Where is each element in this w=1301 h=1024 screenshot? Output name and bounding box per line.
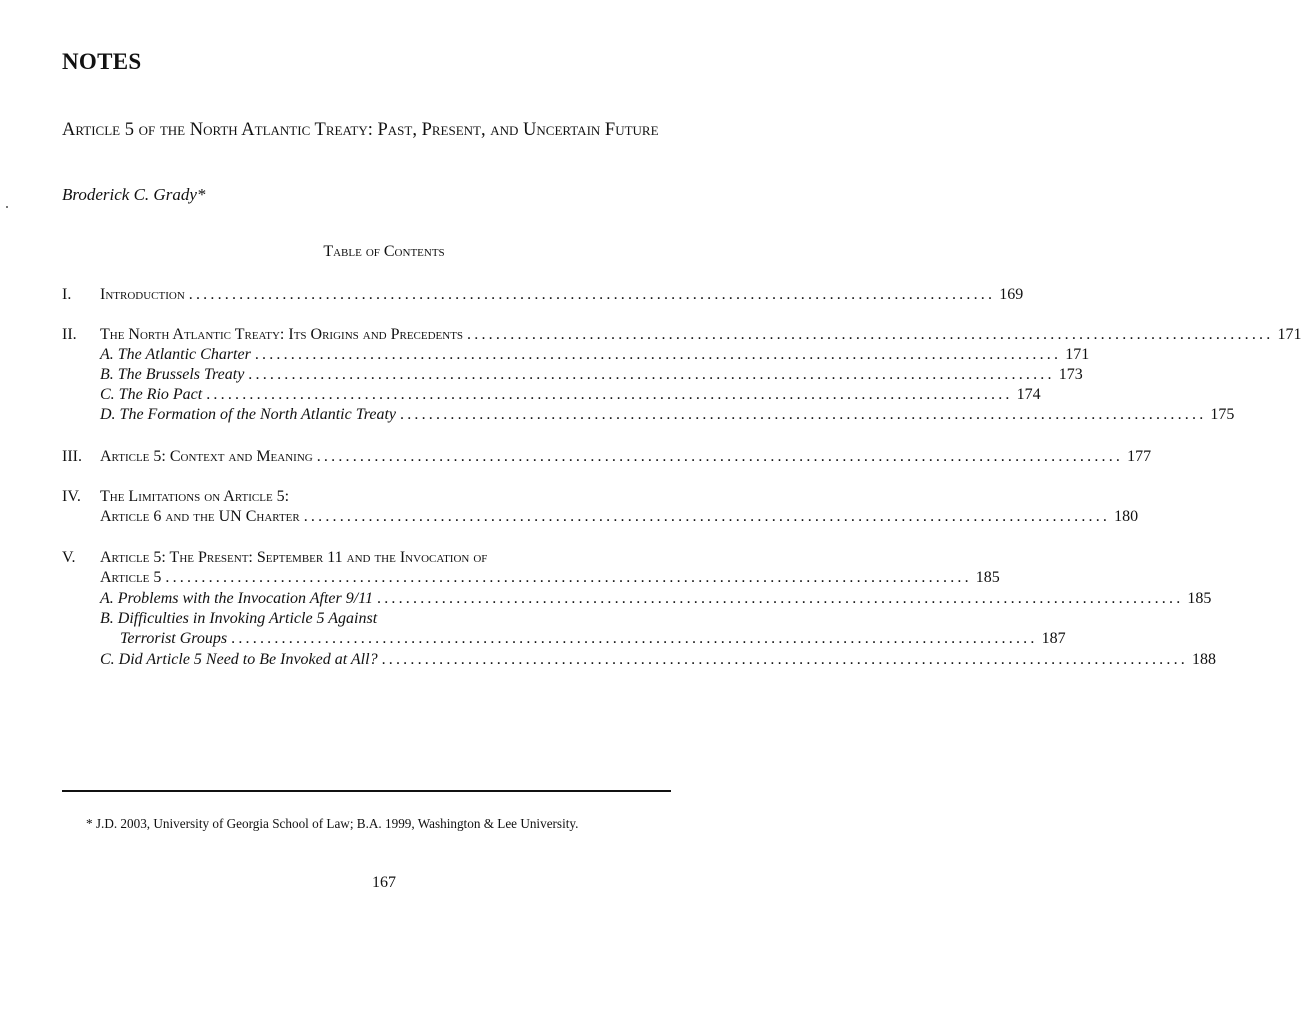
dot-leader: ................................................................................................................ <box>165 569 972 586</box>
toc-label: C. The Rio Pact <box>100 386 203 403</box>
author-footnote: * J.D. 2003, University of Georgia School of Law; B.A. 1999, Washington & Lee University. <box>86 816 579 831</box>
toc-numeral: I. <box>62 286 72 303</box>
toc-page: 180 <box>1114 508 1139 525</box>
toc-label: Article 5: The Present: September 11 and the Invocation of <box>100 549 488 566</box>
toc-page: 175 <box>1210 406 1235 423</box>
toc-label: Article 6 and the UN Charter <box>100 508 300 525</box>
toc-entry <box>62 447 1152 469</box>
toc-entry <box>62 487 671 509</box>
toc-subentry <box>62 345 1090 367</box>
dot-leader: ................................................................................................................ <box>303 508 1111 525</box>
toc-subentry <box>62 385 1041 407</box>
dot-leader: ................................................................................................................ <box>188 286 996 303</box>
toc-entry-continuation <box>62 507 1139 529</box>
toc-label: Article 5 <box>100 569 162 586</box>
toc-subentry <box>62 650 1216 672</box>
dot-leader: ................................................................................................................ <box>400 406 1207 423</box>
toc-page: 187 <box>1041 630 1066 647</box>
dot-leader: ................................................................................................................ <box>377 590 1184 607</box>
toc-entry <box>62 285 1024 307</box>
toc-numeral: II. <box>62 326 77 343</box>
toc-page: 169 <box>999 286 1024 303</box>
toc-entry-continuation <box>62 568 1000 590</box>
toc-subentry <box>62 589 1212 611</box>
dot-leader: ................................................................................................................ <box>248 366 1055 383</box>
toc-label: B. The Brussels Treaty <box>100 366 245 383</box>
toc-label: Introduction <box>100 286 185 303</box>
toc-label: Article 5: Context and Meaning <box>100 448 313 465</box>
toc-numeral: IV. <box>62 488 81 505</box>
toc-page: 171 <box>1065 346 1090 363</box>
dot-leader: ................................................................................................................ <box>316 448 1124 465</box>
article-title: Article 5 of the North Atlantic Treaty: Past, Present, and Uncertain Future <box>62 120 659 140</box>
dot-leader: ................................................................................................................ <box>467 326 1274 343</box>
dot-leader: ................................................................................................................ <box>381 651 1188 668</box>
toc-subentry-continuation <box>62 629 1066 651</box>
footnote-rule <box>62 790 671 792</box>
toc-subentry <box>62 609 671 631</box>
toc-label: Terrorist Groups <box>120 630 228 647</box>
toc-heading: Table of Contents <box>323 243 445 260</box>
scan-speck <box>6 206 8 208</box>
toc-page: 188 <box>1191 651 1216 668</box>
toc-label: The Limitations on Article 5: <box>100 488 290 505</box>
toc-label: D. The Formation of the North Atlantic Treaty <box>100 406 396 423</box>
toc-page: 171 <box>1277 326 1301 343</box>
page-number: 167 <box>372 874 396 891</box>
dot-leader: ................................................................................................................ <box>254 346 1062 363</box>
toc-label: B. Difficulties in Invoking Article 5 Against <box>100 610 378 627</box>
toc-subentry <box>62 405 1235 427</box>
toc-page: 185 <box>975 569 1000 586</box>
toc-label: A. Problems with the Invocation After 9/11 <box>100 590 373 607</box>
dot-leader: ................................................................................................................ <box>206 386 1013 403</box>
toc-numeral: III. <box>62 448 82 465</box>
toc-subentry <box>62 365 1083 387</box>
section-label: NOTES <box>62 49 142 74</box>
toc-page: 177 <box>1127 448 1152 465</box>
toc-label: The North Atlantic Treaty: Its Origins and Precedents <box>100 326 464 343</box>
toc-entry <box>62 325 1301 347</box>
toc-numeral: V. <box>62 549 76 566</box>
toc-entry <box>62 548 671 570</box>
author-name: Broderick C. Grady* <box>62 185 206 204</box>
toc-page: 173 <box>1058 366 1083 383</box>
toc-page: 185 <box>1187 590 1212 607</box>
toc-label: A. The Atlantic Charter <box>100 346 251 363</box>
toc-label: C. Did Article 5 Need to Be Invoked at All? <box>100 651 378 668</box>
toc-page: 174 <box>1016 386 1041 403</box>
dot-leader: ................................................................................................................ <box>231 630 1038 647</box>
